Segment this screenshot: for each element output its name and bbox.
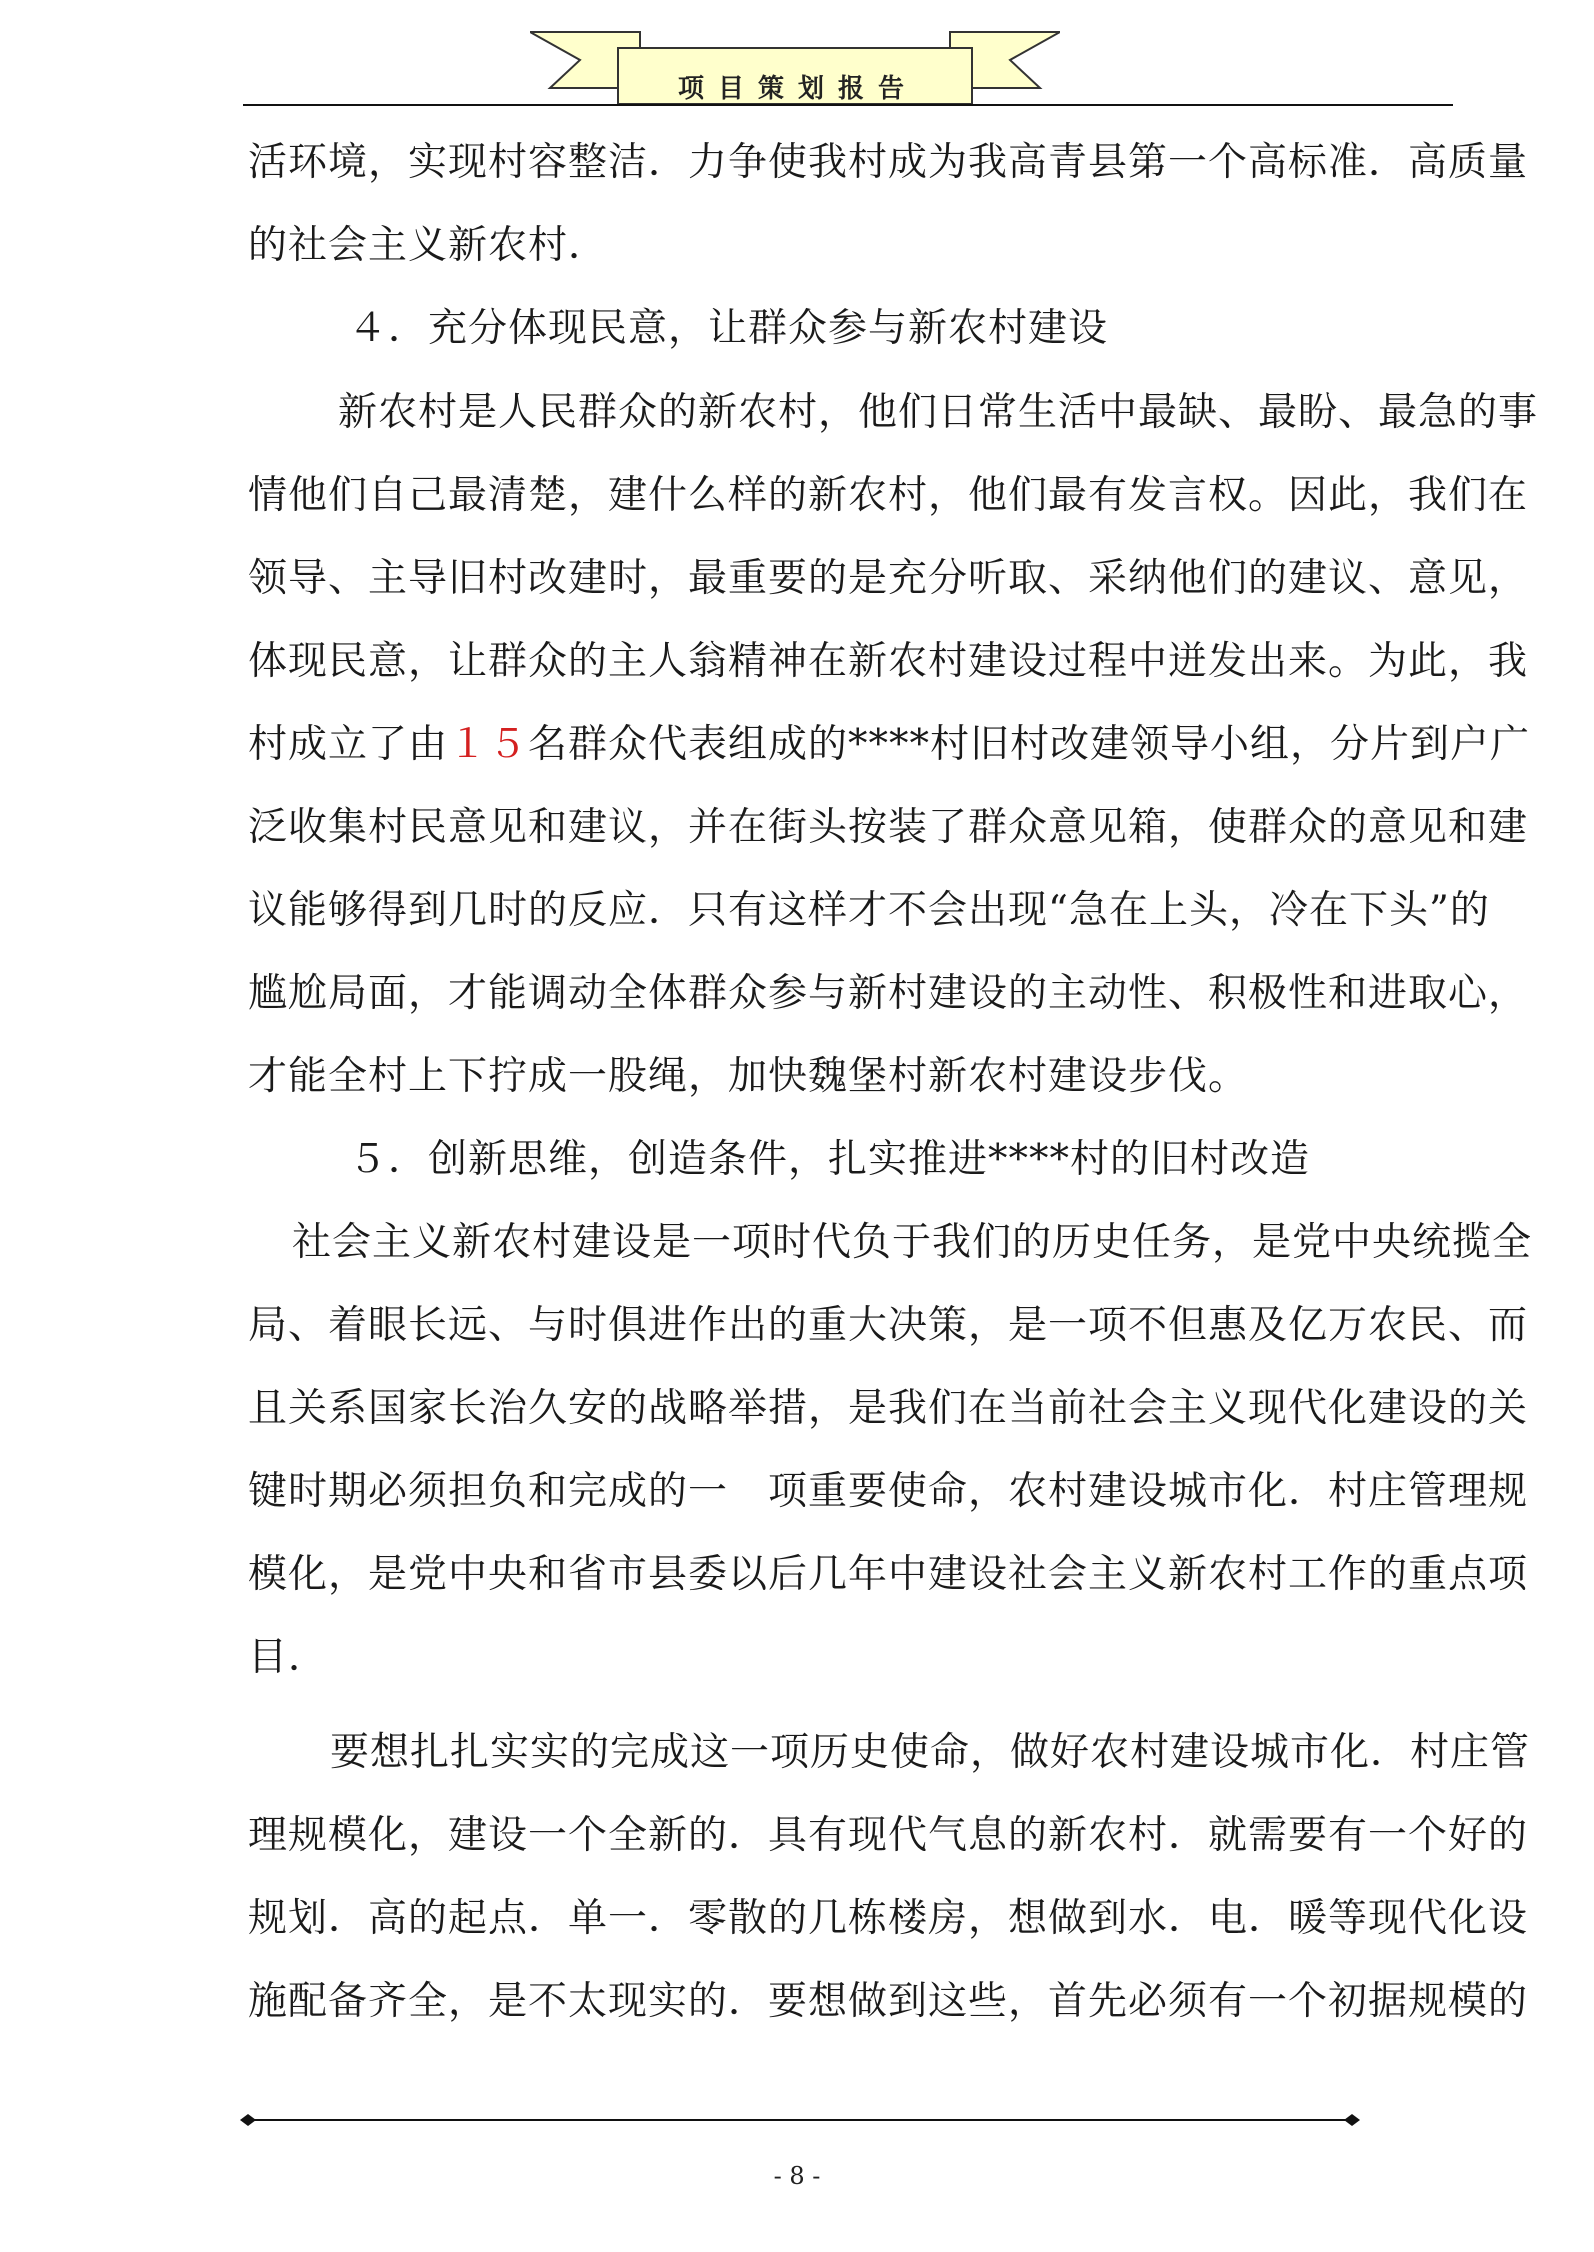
paragraph-line: 议能够得到几时的反应．只有这样才不会出现“急在上头，冷在下头”的 xyxy=(248,888,1490,933)
paragraph-line: 新农村是人民群众的新农村，他们日常生活中最缺、最盼、最急的事 xyxy=(338,390,1539,435)
highlighted-number: １５ xyxy=(448,722,529,767)
paragraph-line: 施配备齐全，是不太现实的．要想做到这些，首先必须有一个初据规模的 xyxy=(248,1979,1529,2024)
paragraph-line: 领导、主导旧村改建时，最重要的是充分听取、采纳他们的建议、意见， xyxy=(248,556,1529,601)
paragraph-line: 目． xyxy=(248,1635,329,1680)
paragraph-line: 模化，是党中央和省市县委以后几年中建设社会主义新农村工作的重点项 xyxy=(248,1552,1529,1597)
paragraph-line: 局、着眼长远、与时俱进作出的重大决策，是一项不但惠及亿万农民、而 xyxy=(248,1303,1529,1348)
paragraph-line: 泛收集村民意见和建议，并在街头按装了群众意见箱，使群众的意见和建 xyxy=(248,805,1529,850)
paragraph-line xyxy=(248,720,1530,770)
paragraph-line: 才能全村上下拧成一股绳，加快魏堡村新农村建设步伐。 xyxy=(248,1054,1249,1099)
header-divider xyxy=(243,104,1453,106)
section-heading-4: ４．充分体现民意，让群众参与新农村建设 xyxy=(348,306,1109,351)
header-banner xyxy=(530,18,1060,118)
paragraph-line: 社会主义新农村建设是一项时代负于我们的历史任务，是党中央统揽全 xyxy=(292,1220,1533,1265)
footer-divider xyxy=(240,2110,1360,2130)
diamond-ornament-left xyxy=(240,2114,256,2126)
page-number: - 8 - xyxy=(773,2162,821,2190)
paragraph-line: 且关系国家长治久安的战略举措，是我们在当前社会主义现代化建设的关 xyxy=(248,1386,1529,1431)
paragraph-line: 理规模化，建设一个全新的．具有现代气息的新农村．就需要有一个好的 xyxy=(248,1813,1529,1858)
paragraph-line: 规划．高的起点．单一．零散的几栋楼房，想做到水．电．暖等现代化设 xyxy=(248,1896,1529,1941)
paragraph-line: 尴尬局面，才能调动全体群众参与新村建设的主动性、积极性和进取心， xyxy=(248,971,1529,1016)
paragraph-line: 的社会主义新农村． xyxy=(248,223,609,268)
paragraph-line: 要想扎扎实实的完成这一项历史使命，做好农村建设城市化．村庄管 xyxy=(330,1730,1531,1775)
paragraph-line: 体现民意，让群众的主人翁精神在新农村建设过程中迸发出来。为此，我 xyxy=(248,639,1529,684)
line-text: 村成立了由 xyxy=(248,722,449,767)
section-heading-5: ５．创新思维，创造条件，扎实推进****村的旧村改造 xyxy=(348,1137,1311,1182)
paragraph-line: 情他们自己最清楚，建什么样的新农村，他们最有发言权。因此，我们在 xyxy=(248,473,1529,518)
line-text: 名群众代表组成的****村旧村改建领导小组，分片到户广 xyxy=(528,722,1531,767)
paragraph-line: 活环境，实现村容整洁．力争使我村成为我高青县第一个高标准．高质量 xyxy=(248,140,1529,185)
diamond-ornament-right xyxy=(1344,2114,1360,2126)
paragraph-line: 键时期必须担负和完成的一 项重要使命，农村建设城市化．村庄管理规 xyxy=(248,1469,1529,1514)
header-title: 项目策划报告 xyxy=(677,74,918,104)
